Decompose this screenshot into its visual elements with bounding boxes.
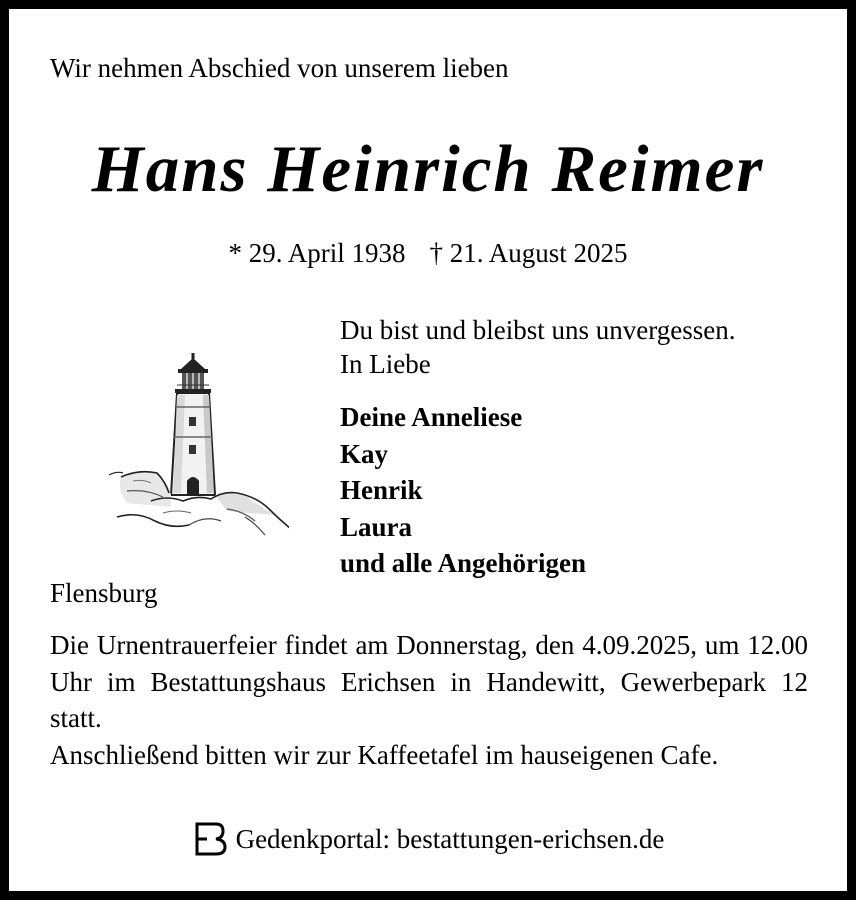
life-dates <box>9 238 847 269</box>
farewell-text <box>340 313 735 381</box>
memorial-portal <box>9 821 847 857</box>
lighthouse-illustration <box>107 345 289 545</box>
death-date: † 21. August 2025 <box>429 238 628 268</box>
signer: Laura <box>340 511 413 542</box>
eb-logo-icon <box>192 821 228 857</box>
signer: Deine Anneliese <box>340 402 523 432</box>
birth-date: * 29. April 1938 <box>228 238 406 268</box>
signer: Kay <box>340 438 389 469</box>
farewell-line-1: Du bist und bleibst uns unvergessen. <box>340 315 736 345</box>
signer: Henrik <box>340 475 423 505</box>
farewell-line-2: In Liebe <box>340 349 431 379</box>
service-details <box>50 627 808 773</box>
intro-text: Wir nehmen Abschied von unserem lieben <box>50 53 509 83</box>
signers-list <box>340 399 586 582</box>
reception-paragraph: Anschließend bitten wir zur Kaffeetafel im hauseigenen Cafe. <box>50 739 719 770</box>
signer: und alle Angehörigen <box>340 548 587 578</box>
portal-text: Gedenkportal: bestattungen-erichsen.de <box>235 824 665 854</box>
place-text: Flensburg <box>50 578 158 608</box>
deceased-name: Hans Heinrich Reimer <box>91 132 765 206</box>
service-paragraph: Die Urnentrauerfeier findet am Donnerstag, den 4.09.2025, um 12.00 Uhr im Bestattungshaus Erichsen in Handewitt, Gewerbepark 12 statt. <box>50 630 808 733</box>
